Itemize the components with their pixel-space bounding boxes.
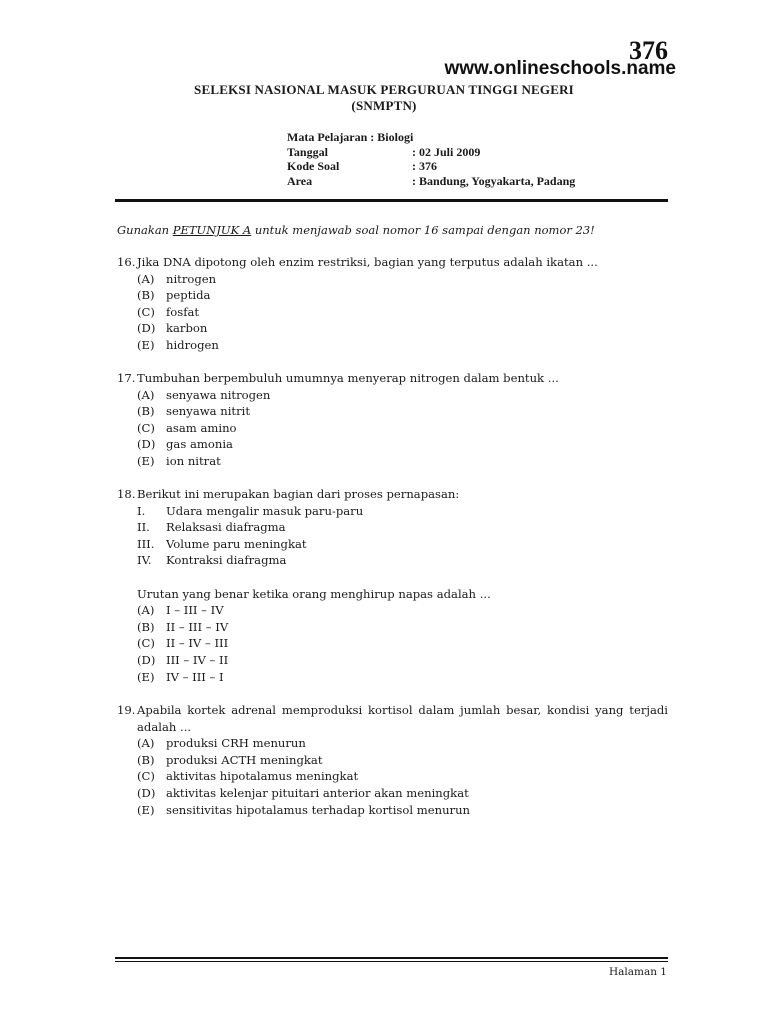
option-label: (C) <box>137 420 155 435</box>
answer-option <box>117 652 668 669</box>
option-text: asam amino <box>166 420 237 435</box>
meta-row <box>287 130 575 145</box>
instruction-link: PETUNJUK A <box>172 223 252 237</box>
question-stem <box>117 486 668 503</box>
answer-option <box>117 320 668 337</box>
meta-value: : 02 Juli 2009 <box>412 144 481 159</box>
site-watermark: www.onlineschools.name <box>444 58 676 79</box>
exam-code: 376 <box>629 36 668 65</box>
option-label: (E) <box>137 802 155 817</box>
option-label: (E) <box>137 453 155 468</box>
option-label: (B) <box>137 752 155 767</box>
option-text: IV – III – I <box>166 669 224 684</box>
option-label: (A) <box>137 736 155 751</box>
meta-value: : Bandung, Yogyakarta, Padang <box>412 173 576 188</box>
option-label: (C) <box>137 636 155 651</box>
answer-option <box>117 619 668 636</box>
meta-key: Kode Soal <box>287 159 340 173</box>
question-number: 17. <box>117 371 136 385</box>
option-label: (A) <box>137 387 155 402</box>
answer-option <box>117 635 668 652</box>
question-text: Berikut ini merupakan bagian dari proses pernapasan: <box>137 487 460 501</box>
question-text: Jika DNA dipotong oleh enzim restriksi, bagian yang terputus adalah ikatan ... <box>137 255 598 269</box>
instruction <box>117 223 595 237</box>
answer-option <box>117 669 668 686</box>
statement-item <box>117 536 668 553</box>
question-19 <box>117 702 668 818</box>
answer-option <box>117 735 668 752</box>
answer-option <box>117 768 668 785</box>
answer-option <box>117 304 668 321</box>
option-label: (E) <box>137 669 155 684</box>
question-stem <box>117 254 668 271</box>
meta-row <box>287 174 575 189</box>
answer-option <box>117 436 668 453</box>
question-number: 18. <box>117 487 136 501</box>
option-label: (A) <box>137 603 155 618</box>
answer-option <box>117 287 668 304</box>
option-text: nitrogen <box>166 271 217 286</box>
option-label: (B) <box>137 404 155 419</box>
statement-item <box>117 503 668 520</box>
option-label: (D) <box>137 321 156 336</box>
option-text: aktivitas hipotalamus meningkat <box>166 769 359 784</box>
header-subtitle: (SNMPTN) <box>351 98 417 113</box>
statement-item <box>117 552 668 569</box>
footer-divider-thin <box>115 961 668 962</box>
item-text: Volume paru meningkat <box>166 536 307 551</box>
question-16 <box>117 254 668 354</box>
option-text: senyawa nitrogen <box>166 387 271 402</box>
question-number: 16. <box>117 255 136 269</box>
header-title: SELEKSI NASIONAL MASUK PERGURUAN TINGGI NEGERI <box>194 82 574 97</box>
option-label: (D) <box>137 652 156 667</box>
option-text: produksi CRH menurun <box>166 736 306 751</box>
answer-option <box>117 271 668 288</box>
question-17 <box>117 370 668 470</box>
footer-divider <box>115 957 668 959</box>
meta-key: Area <box>287 173 313 188</box>
question-text: Tumbuhan berpembuluh umumnya menyerap nitrogen dalam bentuk ... <box>137 371 559 385</box>
option-text: sensitivitas hipotalamus terhadap kortisol menurun <box>166 802 471 817</box>
option-label: (B) <box>137 619 155 634</box>
question-stem <box>117 702 668 735</box>
option-text: III – IV – II <box>166 652 229 667</box>
option-text: produksi ACTH meningkat <box>166 752 323 767</box>
exam-meta <box>287 130 575 188</box>
option-text: I – III – IV <box>166 603 224 618</box>
instruction-prefix: Gunakan <box>117 223 170 237</box>
option-text: karbon <box>166 321 208 336</box>
item-label: IV. <box>137 553 152 568</box>
page-number: Halaman 1 <box>608 966 667 978</box>
option-text: peptida <box>166 288 211 303</box>
option-text: senyawa nitrit <box>166 404 251 419</box>
question-18 <box>117 486 668 685</box>
answer-option <box>117 420 668 437</box>
option-text: gas amonia <box>166 437 233 452</box>
answer-option <box>117 453 668 470</box>
option-label: (D) <box>137 437 156 452</box>
option-label: (C) <box>137 769 155 784</box>
option-text: ion nitrat <box>166 453 221 468</box>
option-label: (D) <box>137 785 156 800</box>
answer-option <box>117 752 668 769</box>
followup-text: Urutan yang benar ketika orang menghirup napas adalah ... <box>137 586 491 601</box>
meta-value: : 376 <box>412 159 437 173</box>
option-label: (C) <box>137 304 155 319</box>
question-text: Apabila kortek adrenal memproduksi kortisol dalam jumlah besar, kondisi yang terjadi adalah ... <box>137 703 668 734</box>
statement-item <box>117 519 668 536</box>
item-label: I. <box>137 503 146 518</box>
option-text: aktivitas kelenjar pituitari anterior akan meningkat <box>166 785 469 800</box>
answer-option <box>117 403 668 420</box>
answer-option <box>117 602 668 619</box>
item-label: II. <box>137 520 150 535</box>
item-text: Relaksasi diafragma <box>166 520 286 535</box>
meta-key: Tanggal <box>287 144 328 159</box>
option-text: fosfat <box>166 304 200 319</box>
item-label: III. <box>137 536 155 551</box>
item-text: Udara mengalir masuk paru-paru <box>166 503 364 518</box>
instruction-suffix: untuk menjawab soal nomor 16 sampai dengan nomor 23! <box>254 223 595 237</box>
item-text: Kontraksi diafragma <box>166 553 287 568</box>
question-stem <box>117 370 668 387</box>
answer-option <box>117 387 668 404</box>
header-divider <box>115 199 668 202</box>
option-label: (B) <box>137 288 155 303</box>
option-label: (A) <box>137 271 155 286</box>
answer-option <box>117 802 668 819</box>
document-header <box>0 82 768 114</box>
option-text: hidrogen <box>166 337 219 352</box>
meta-row <box>287 159 575 174</box>
option-text: II – IV – III <box>166 636 229 651</box>
option-label: (E) <box>137 337 155 352</box>
meta-row <box>287 145 575 160</box>
answer-option <box>117 337 668 354</box>
option-text: II – III – IV <box>166 619 229 634</box>
meta-key: Mata Pelajaran : Biologi <box>287 130 414 144</box>
answer-option <box>117 785 668 802</box>
question-number: 19. <box>117 703 136 717</box>
question-followup <box>117 586 668 603</box>
